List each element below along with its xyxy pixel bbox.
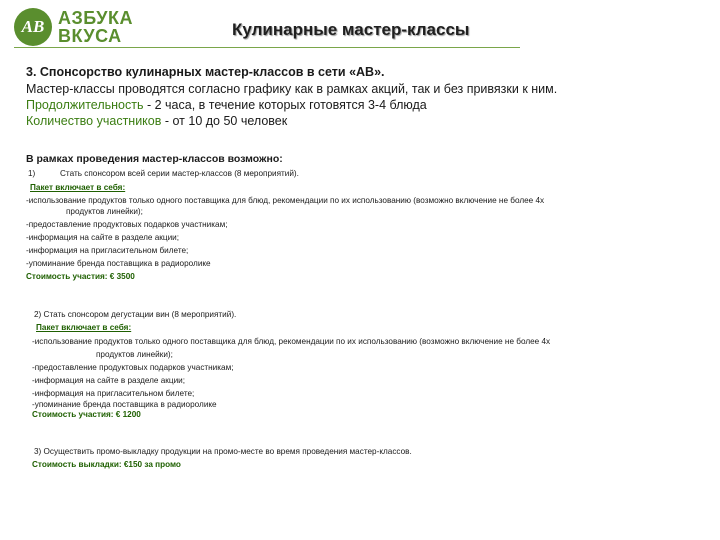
option1-cost: Стоимость участия: € 3500 xyxy=(26,272,135,281)
option2-item: -упоминание бренда поставщика в радиоролике xyxy=(32,400,217,409)
option1-item: -упоминание бренда поставщика в радиоролике xyxy=(26,259,211,268)
option3-title: 3) Осуществить промо-выкладку продукции на промо-месте во время проведения мастер-классов. xyxy=(34,447,412,456)
options-heading: В рамках проведения мастер-классов возможно: xyxy=(26,153,283,165)
participants-value: - от 10 до 50 человек xyxy=(161,114,288,128)
title-divider xyxy=(14,47,520,48)
option2-title: 2) Стать спонсором дегустации вин (8 мероприятий). xyxy=(34,310,237,319)
duration-line xyxy=(26,98,427,112)
option2-package-label: Пакет включает в себя: xyxy=(36,323,132,332)
logo xyxy=(14,8,154,48)
intro-description: Мастер-классы проводятся согласно графику как в рамках акций, так и без привязки к ним. xyxy=(26,82,558,96)
option3-cost: Стоимость выкладки: €150 за промо xyxy=(32,460,181,469)
option1-item: -предоставление продуктовых подарков участникам; xyxy=(26,220,228,229)
logo-line-2: ВКУСА xyxy=(58,26,122,46)
option1-title: Стать спонсором всей серии мастер-классов (8 мероприятий). xyxy=(60,169,299,178)
option2-cost: Стоимость участия: € 1200 xyxy=(32,410,141,419)
option1-number: 1) xyxy=(28,169,36,178)
option2-item: -информация на пригласительном билете; xyxy=(32,389,195,398)
option1-item: -информация на пригласительном билете; xyxy=(26,246,189,255)
logo-wordmark xyxy=(58,9,133,45)
page-title: Кулинарные мастер-классы xyxy=(232,20,470,39)
option2-item: продуктов линейки); xyxy=(96,350,173,359)
option2-item: -предоставление продуктовых подарков участникам; xyxy=(32,363,234,372)
duration-label: Продолжительность xyxy=(26,98,144,112)
option1-item: -использование продуктов только одного поставщика для блюд, рекомендации по их использованию (возможно включение не более 4х xyxy=(26,196,545,205)
participants-label: Количество участников xyxy=(26,114,162,128)
option1-item: -информация на сайте в разделе акции; xyxy=(26,233,179,242)
logo-monogram: AB xyxy=(14,8,52,46)
intro-heading: 3. Спонсорство кулинарных мастер-классов в сети «АВ». xyxy=(26,65,385,79)
option1-item: продуктов линейки); xyxy=(66,207,143,216)
option2-item: -использование продуктов только одного поставщика для блюд, рекомендации по их использованию (возможно включение не более 4х xyxy=(32,337,551,346)
logo-line-1: АЗБУКА xyxy=(58,8,133,28)
participants-line xyxy=(26,114,287,128)
option1-package-label: Пакет включает в себя: xyxy=(30,183,126,192)
option2-item: -информация на сайте в разделе акции; xyxy=(32,376,185,385)
duration-value: - 2 часа, в течение которых готовятся 3-4 блюда xyxy=(143,98,427,112)
